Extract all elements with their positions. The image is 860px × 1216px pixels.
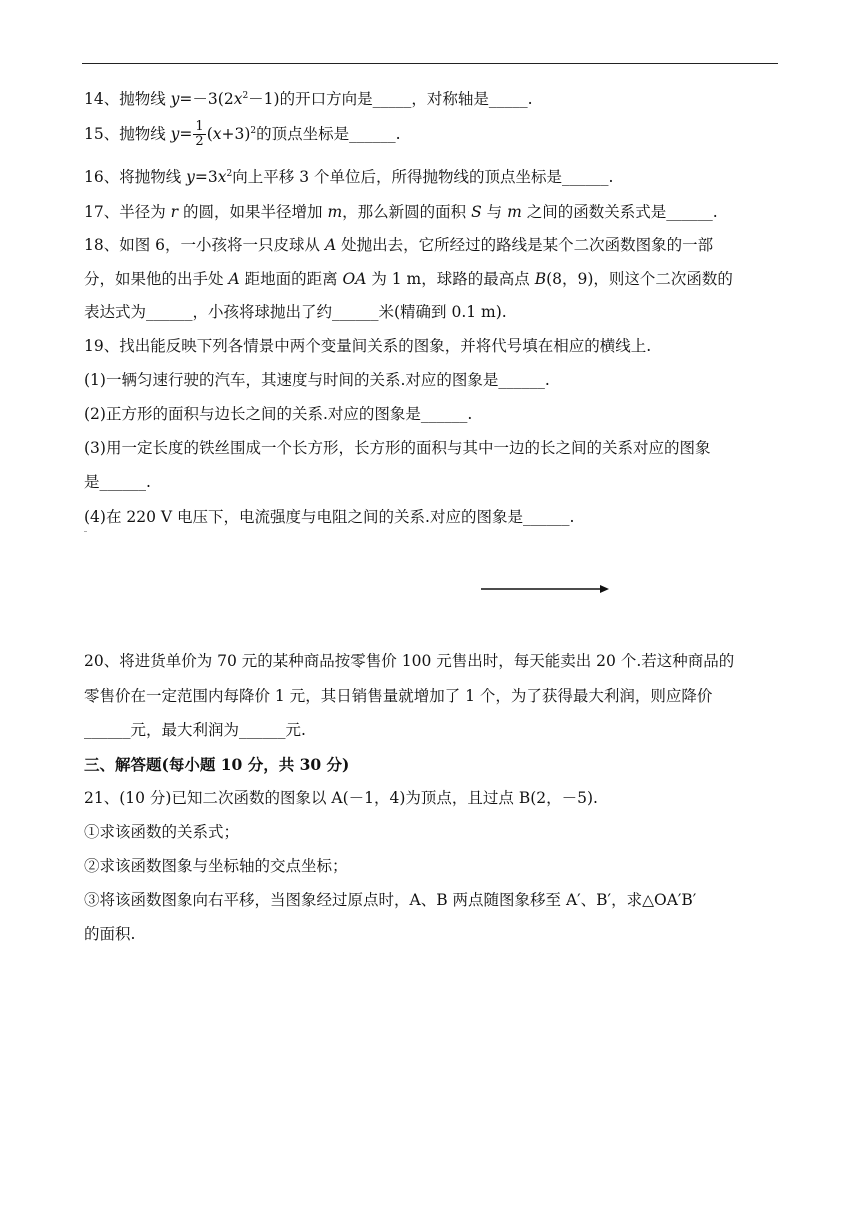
question-19-item-1: (1)一辆匀速行驶的汽车，其速度与时间的关系.对应的图象是______. xyxy=(84,371,550,389)
question-14: 14、抛物线 $y=-3(2x^2-1)$的开口方向是_____，对称轴是_____. xyxy=(84,90,533,108)
question-20-line-3: ______元，最大利润为______元. xyxy=(84,721,306,739)
question-21-part-3-line-2: 的面积. xyxy=(84,925,136,943)
question-21-part-3-line-1: ③将该函数图象向右平移，当图象经过原点时，A、B 两点随图象移至 A′、B′，求△OA′B′ xyxy=(84,891,697,909)
question-19-item-3-line-1: (3)用一定长度的铁丝围成一个长方形，长方形的面积与其中一边的长之间的关系对应的图象 xyxy=(84,439,711,457)
question-21-part-1: ①求该函数的关系式； xyxy=(84,823,240,841)
question-18-line-2: 分，如果他的出手处 A 距地面的距离 OA 为 1 m，球路的最高点 B(8，9)，则这个二次函数的 xyxy=(84,270,733,288)
figure-remnant-mark xyxy=(84,531,87,532)
question-21: 21、(10 分)已知二次函数的图象以 A(－1，4)为顶点，且过点 B(2，－5). xyxy=(84,789,598,807)
question-19: 19、找出能反映下列各情景中两个变量间关系的图象，并将代号填在相应的横线上. xyxy=(84,337,652,355)
fraction-one-half: $\frac{1}{2}$ xyxy=(195,119,204,149)
question-19-item-4: (4)在 220 V 电压下，电流强度与电阻之间的关系.对应的图象是______. xyxy=(84,508,575,526)
question-21-part-2: ②求该函数图象与坐标轴的交点坐标； xyxy=(84,857,348,875)
question-19-item-3-line-2: 是______. xyxy=(84,473,151,491)
question-20-line-2: 零售价在一定范围内每降价 1 元，其日销售量就增加了 1 个，为了获得最大利润，则应降价 xyxy=(84,687,713,705)
question-16: 16、将抛物线 $y=3x^2$向上平移 3 个单位后，所得抛物线的顶点坐标是______. xyxy=(84,168,614,186)
question-18-line-3: 表达式为______，小孩将球抛出了约______米(精确到 0.1 m). xyxy=(84,303,507,321)
question-18-line-1: 18、如图 6，一小孩将一只皮球从 A 处抛出去，它所经过的路线是某个二次函数图象的一部 xyxy=(84,236,714,254)
arrow-icon xyxy=(481,584,609,594)
header-rule xyxy=(82,63,778,64)
question-20-line-1: 20、将进货单价为 70 元的某种商品按零售价 100 元售出时，每天能卖出 20 个.若这种商品的 xyxy=(84,652,735,670)
section-heading: 三、解答题(每小题 10 分，共 30 分) xyxy=(84,755,350,774)
question-15: 15、抛物线 y= $\frac{1}{2}$ $(x+3)^2$的顶点坐标是______. xyxy=(84,119,401,149)
question-17: 17、半径为 r 的圆，如果半径增加 m，那么新圆的面积 S 与 m 之间的函数关系式是______. xyxy=(84,203,718,221)
question-19-item-2: (2)正方形的面积与边长之间的关系.对应的图象是______. xyxy=(84,405,473,423)
